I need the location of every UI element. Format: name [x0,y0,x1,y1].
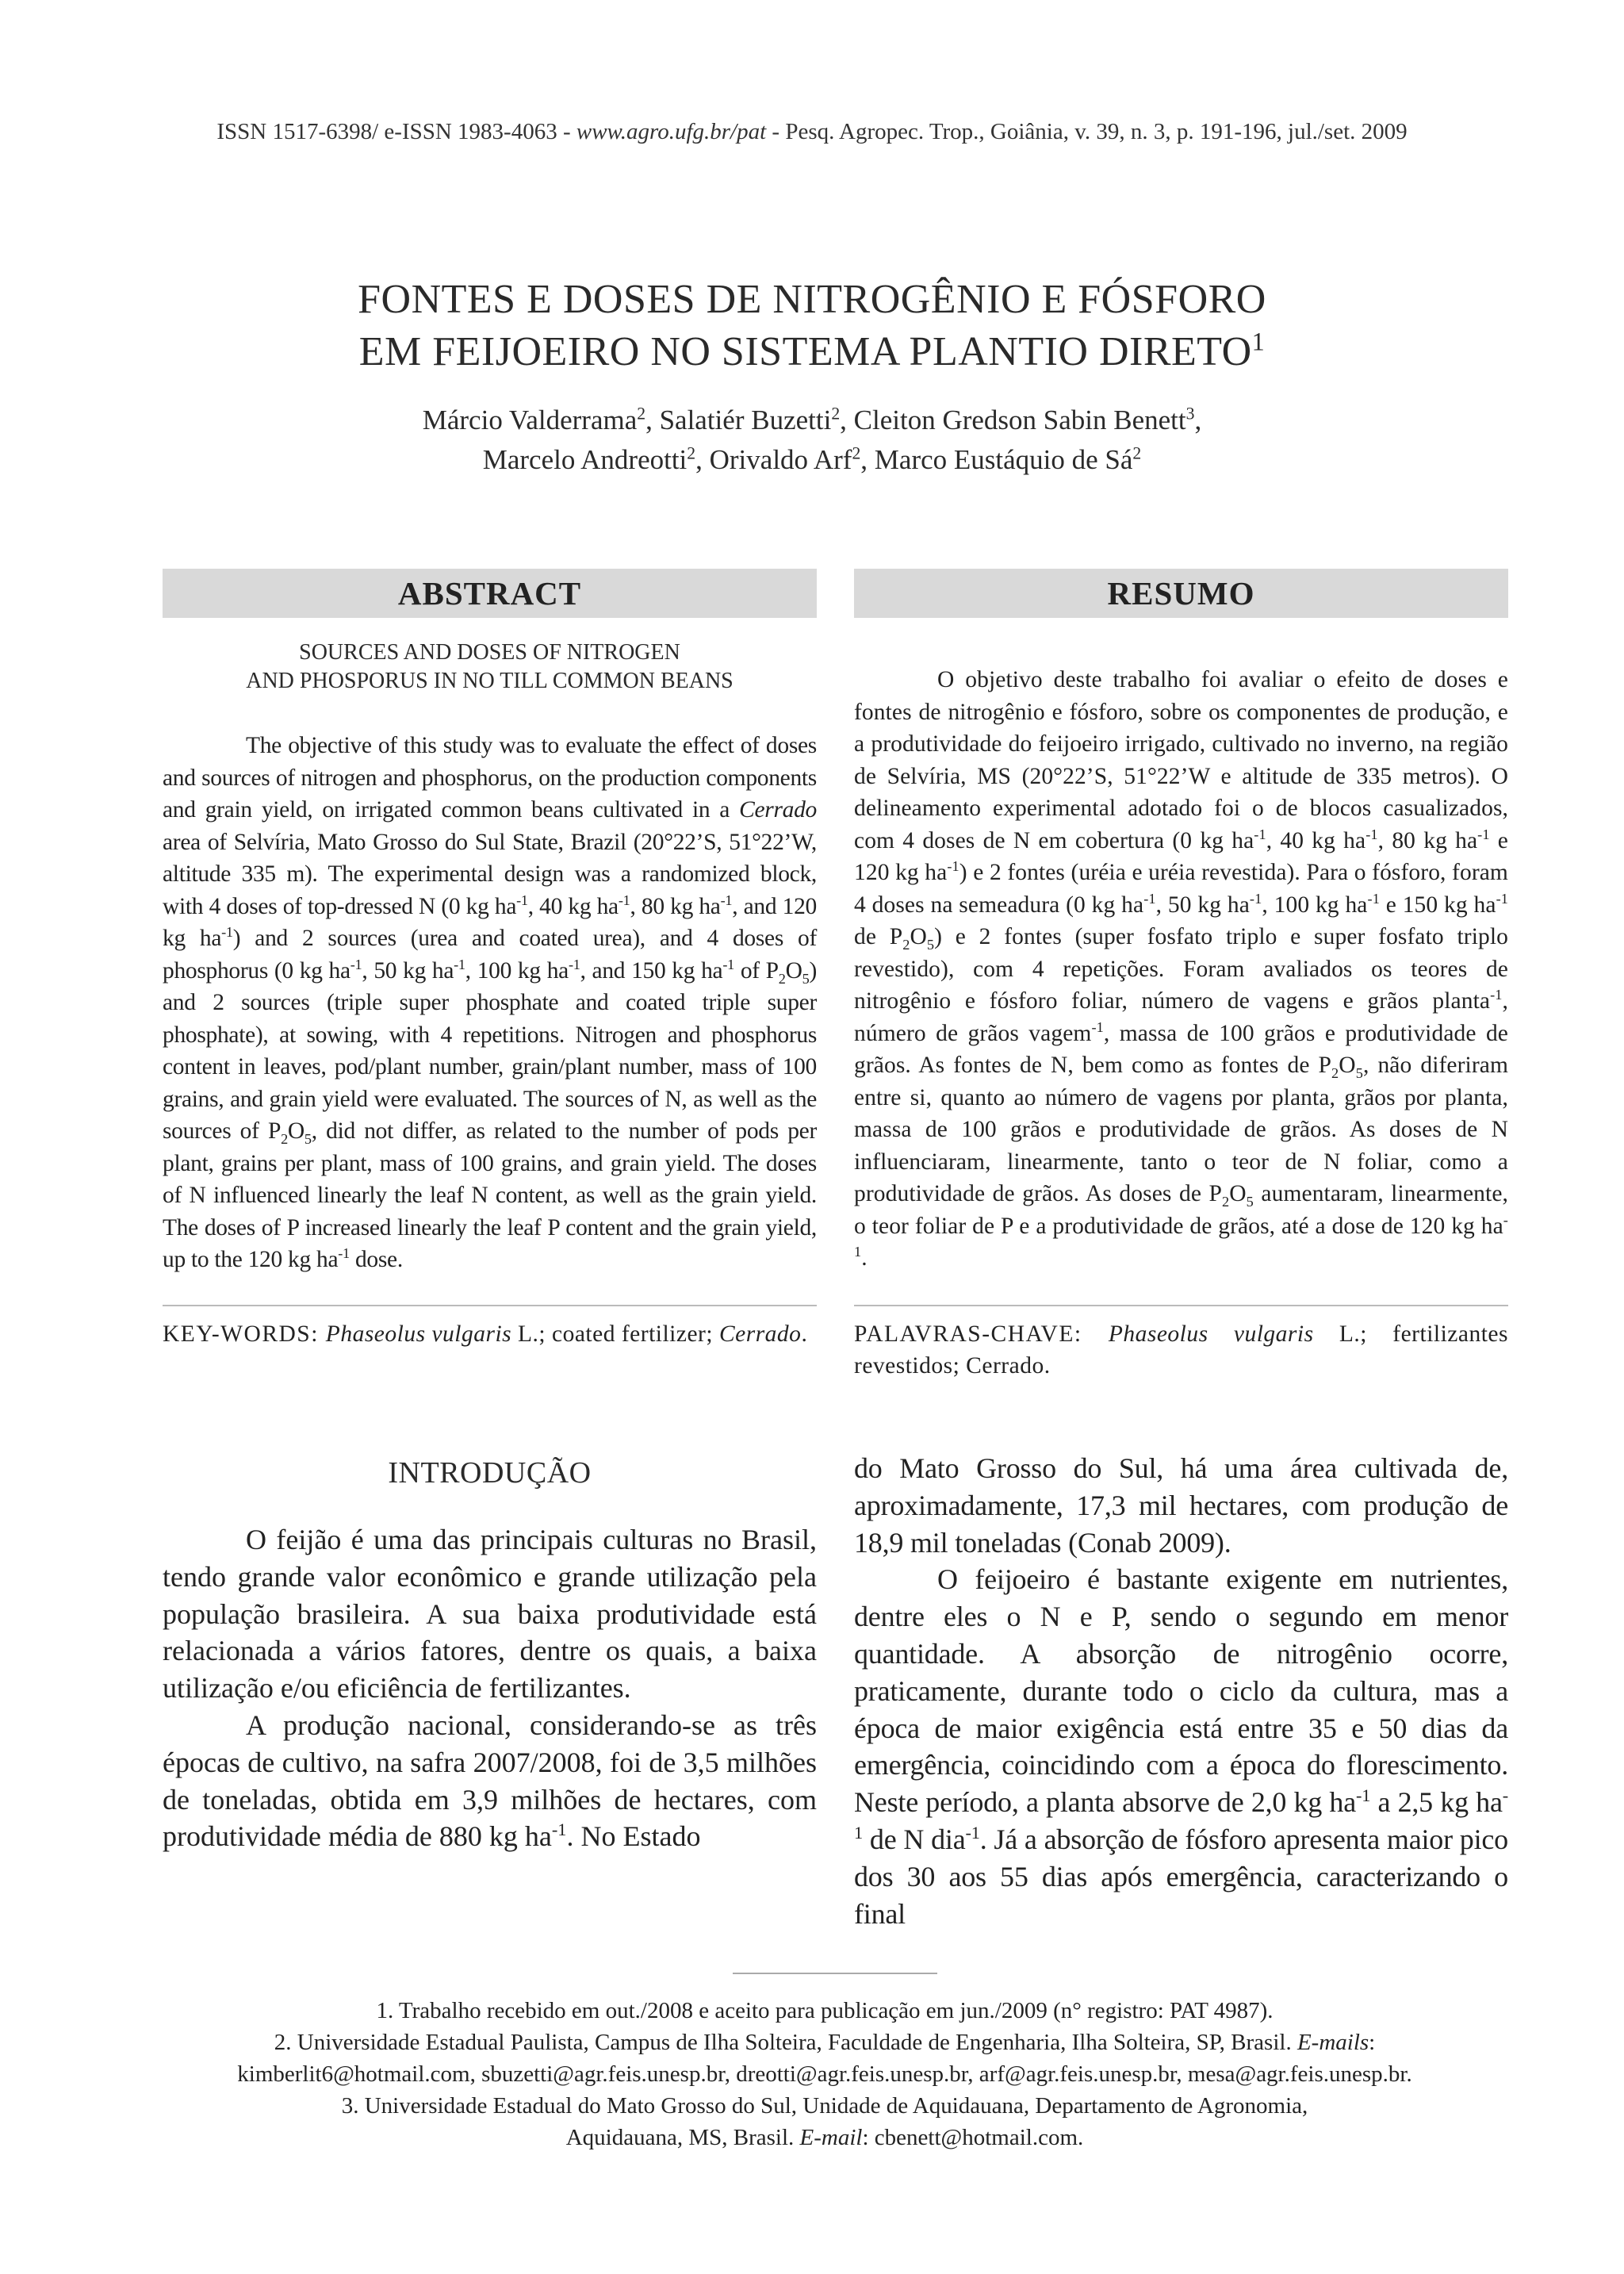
title-footnote-mark: 1 [1251,327,1266,356]
resumo-divider [854,1305,1508,1306]
resumo-heading: RESUMO [854,569,1508,618]
abstract-heading: ABSTRACT [163,569,817,618]
paper-title: FONTES E DOSES DE NITROGÊNIO E FÓSFORO EM FEIJOEIRO NO SISTEMA PLANTIO DIRETO$^1$ [358,277,1266,374]
resumo-text: O objetivo deste trabalho foi avaliar o efeito de doses e fontes de nitrogênio e fósforo, sobre os componentes de produção, e a produtividade do feijoeiro irrigado, cultivado no inverno, na região de Selvíria, MS (20°22’S, 51°22’W e altitude de 335 metros). O delineamento experimental adotado foi o de blocos casualizados, com 4 doses de N em cobertura (0 kg $ha^{-1}$, 40 kg $ha^{-1}$, 80 kg $ha^{-1}$ e 120 kg $ha^{-1}$) e 2 fontes (uréia e uréia revestida). Para o fósforo, foram 4 doses na semeadura (0 kg $ha^{-1}$, 50 kg $ha^{-1}$, 100 kg $ha^{-1}$ e 150 kg $ha^{-1}$ de $P_2O_5$) e 2 fontes (super fosfato triplo e super fosfato triplo revestido), com 4 repetições. Foram avaliados os teores de nitrogênio e fósforo foliar, número de vagens e grãos planta$^{-1}$, número de grãos vagem$^{-1}$, massa de 100 grãos e produtividade de grãos. As fontes de N, bem como as fontes de $P_2O_5$, não diferiram entre si, quanto ao número de vagens por planta, grãos por planta, massa de 100 grãos e produtividade de grãos. As doses de N influenciaram, linearmente, tanto o teor de N foliar, como a produtividade de grãos. As doses de $P_2O_5$ aumentaram, linearmente, o teor foliar de P e a produtividade de grãos, até a dose de 120 kg $ha^{-1}$. [854,667,1509,1271]
journal-url[interactable]: www.agro.ufg.br/pat [576,119,767,144]
intro-heading: INTRODUÇÃO [388,1456,592,1490]
intro-right-text: do Mato Grosso do Sul, há uma área cultivada de, aproximadamente, 17,3 mil hectares, com produção de 18,9 mil toneladas (Conab 2009). O feijoeiro é bastante exigente em nutrientes, dentre eles o N e P, sendo o segundo em menor quantidade. A absorção de nitrogênio ocorre, praticamente, durante todo o ciclo da cultura, mas a época de maior exigência está entre 35 e 50 dias da emergência, coincidindo com a época do florescimento. Neste período, a planta absorve de 2,0 kg $ha^{-1}$ a 2,5 kg $ha^{-1}$ de N dia$^{-1}$. Já a absorção de fósforo apresenta maior pico dos 30 aos 55 dias após emergência, caracterizando o final [854,1452,1508,1930]
english-title: SOURCES AND DOSES OF NITROGEN AND PHOSPORUS IN NO TILL COMMON BEANS [246,640,733,693]
author-list: Márcio Valderrama$^2$, Salatiér Buzetti$^2$, Cleiton Gredson Sabin Benett$^3$, Marcelo Andreotti$^2$, Orivaldo Arf$^2$, Marco Eustáquio de $Sá^2$ [422,404,1202,475]
intro-left-text: O feijão é uma das principais culturas no Brasil, tendo grande valor econômico e grande utilização pela população brasileira. A sua baixa produtividade está relacionada a vários fatores, dentre os quais, a baixa utilização e/ou eficiência de fertilizantes. A produção nacional, considerando-se as três épocas de cultivo, na safra 2007/2008, foi de 3,5 milhões de toneladas, obtida em 3,9 milhões de hectares, com produtividade média de 880 kg $ha^{-1}$. No Estado [163,1524,817,1853]
keywords: KEY-WORDS: Phaseolus vulgaris L.; coated fertilizer; Cerrado. [163,1321,808,1347]
abstract-divider [163,1305,817,1306]
footnote-divider [733,1973,937,1974]
journal-header: ISSN 1517-6398/ e-ISSN 1983-4063 - www.agro.ufg.br/pat - Pesq. Agropec. Trop., Goiânia, v. 39, n. 3, p. 191-196, jul./set. 2009 [216,119,1408,144]
palavras-chave: PALAVRAS-CHAVE: Phaseolus vulgaris L.; fertilizantes revestidos; Cerrado. [854,1321,1508,1379]
abstract-text: The objective of this study was to evaluate the effect of doses and sources of nitrogen and phosphorus, on the production components and grain yield, on irrigated common beans cultivated in a Cerrado area of Selvíria, Mato Grosso do Sul State, Brazil (20°22’S, 51°22’W, altitude 335 m). The experimental design was a randomized block, with 4 doses of top-dressed N (0 kg $ha^{-1}$, 40 kg $ha^{-1}$, 80 kg $ha^{-1}$, and 120 kg $ha^{-1}$) and 2 sources (urea and coated urea), and 4 doses of phosphorus (0 kg $ha^{-1}$, 50 kg $ha^{-1}$, 100 kg $ha^{-1}$, and 150 kg $ha^{-1}$ of $P_2O_5$) and 2 sources (triple super phosphate and coated triple super phosphate), at sowing, with 4 repetitions. Nitrogen and phosphorus content in leaves, pod/plant number, grain/plant number, mass of 100 grains, and grain yield were evaluated. The sources of N, as well as the sources of $P_2O_5$, did not differ, as related to the number of pods per plant, grains per plant, mass of 100 grains, and grain yield. The doses of N influenced linearly the leaf N content, as well as the grain yield. The doses of P increased linearly the leaf P content and the grain yield, up to the 120 kg $ha^{-1}$ dose. [163,733,818,1272]
author-emails[interactable]: kimberlit6@hotmail.com, sbuzetti@agr.feis.unesp.br, dreotti@agr.feis.unesp.br, arf@agr.feis.unesp.br, mesa@agr.feis.unesp.br. [237,2061,1412,2087]
footnotes: 1. Trabalho recebido em out./2008 e aceito para publicação em jun./2009 (n° registro: PAT 4987). 2. Universidade Estadual Paulista, Campus de Ilha Solteira, Faculdade de Engenharia, Ilha Solteira, SP, Brasil. E-mails: kimberlit6@hotmail.com, sbuzetti@agr.feis.unesp.br, dreotti@agr.feis.unesp.br, arf@agr.feis.unesp.br, mesa@agr.feis.unesp.br. 3. Universidade Estadual do Mato Grosso do Sul, Unidade de Aquidauana, Departamento de Agronomia, Aquidauana, MS, Brasil. E-mail: cbenett@hotmail.com. [151,1995,1499,2153]
